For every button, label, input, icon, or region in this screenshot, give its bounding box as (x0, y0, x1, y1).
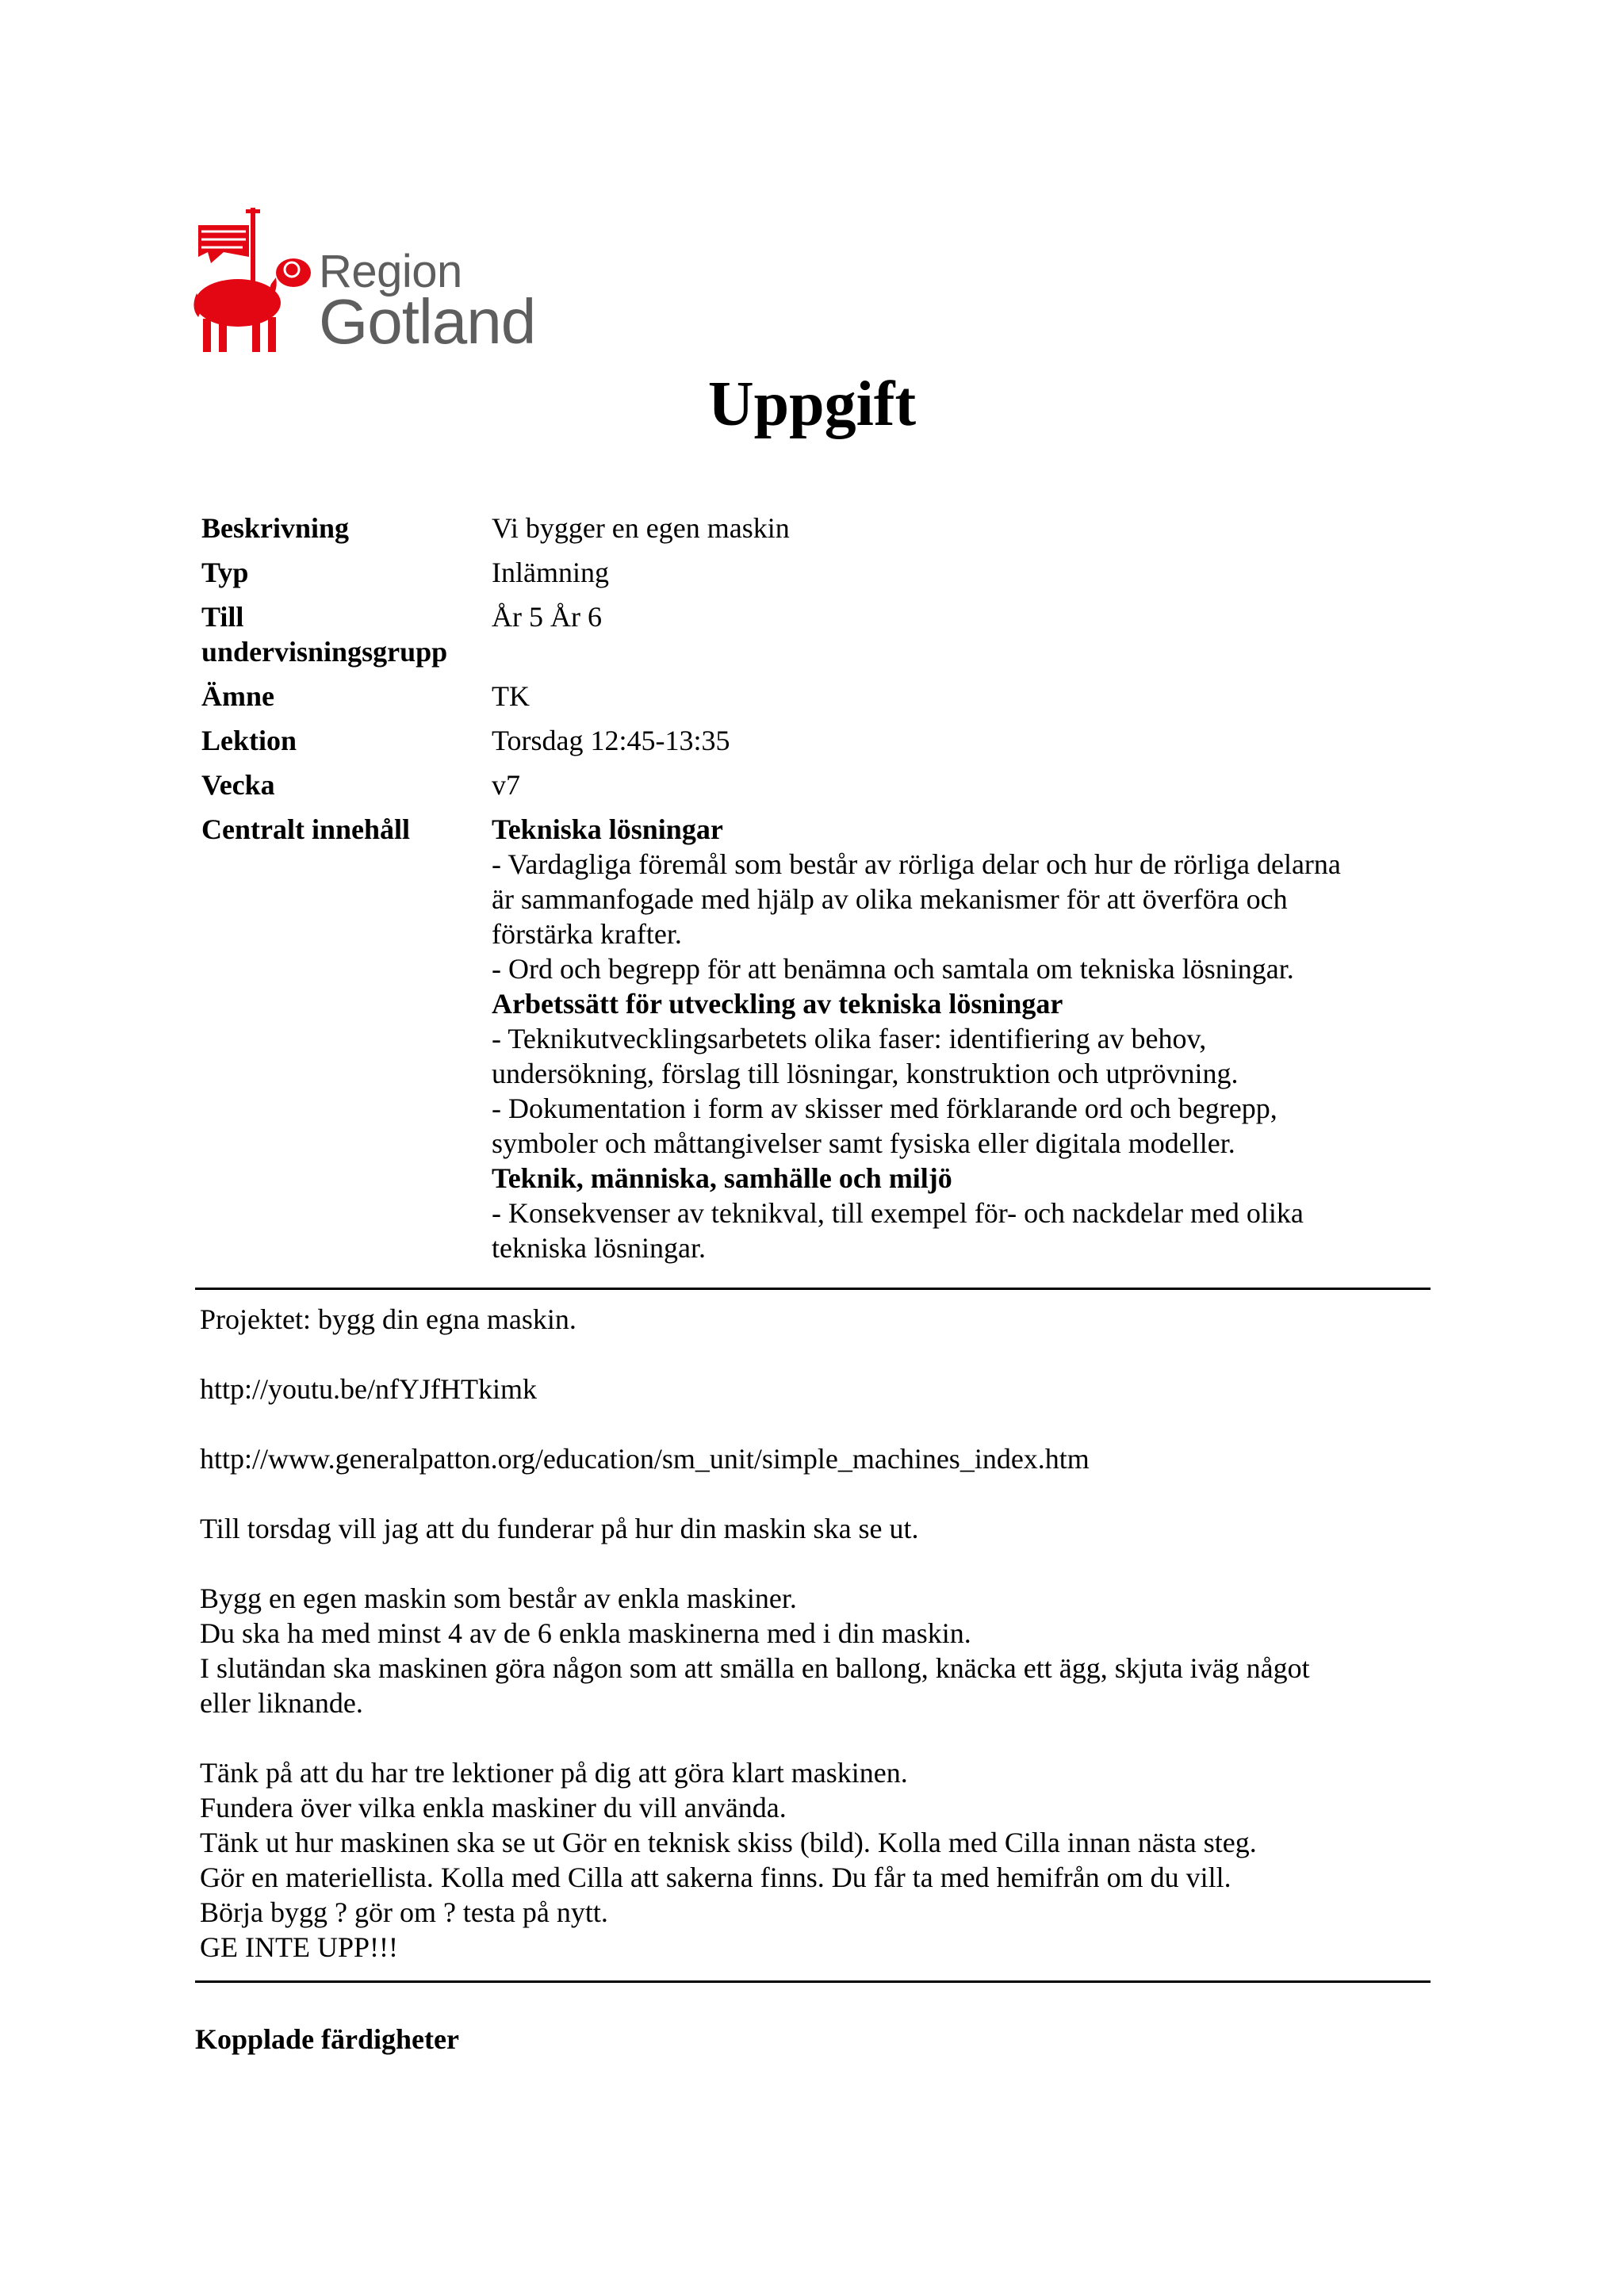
meta-value: TK (492, 680, 530, 712)
assignment-body (200, 1302, 1437, 1965)
body-line: Gör en materiellista. Kolla med Cilla att sakerna finns. Du får ta med hemifrån om du vill. (200, 1862, 1231, 1893)
meta-value: Vi bygger en egen maskin (492, 512, 790, 544)
divider (195, 1288, 1431, 1290)
meta-value: Inlämning (492, 557, 609, 588)
meta-label: Centralt innehåll (201, 813, 411, 845)
body-paragraph (200, 1755, 1437, 1965)
content-heading: Teknik, människa, samhälle och miljö (492, 1162, 952, 1194)
body-paragraph (200, 1372, 1437, 1406)
content-line: är sammanfogade med hjälp av olika mekanismer för att överföra och (492, 883, 1288, 915)
divider (195, 1980, 1431, 1983)
meta-value: Torsdag 12:45-13:35 (492, 725, 730, 756)
meta-row-typ (201, 555, 1438, 590)
assignment-meta-table (201, 511, 1438, 1265)
meta-label: Vecka (201, 769, 275, 801)
logo-text-gotland: Gotland (319, 286, 536, 357)
logo-text-region: Region (319, 246, 462, 297)
content-line: - Teknikutvecklingsarbetets olika faser: identifiering av behov, (492, 1023, 1207, 1054)
meta-label (201, 599, 492, 669)
meta-row-vecka (201, 767, 1438, 802)
meta-row-amne (201, 679, 1438, 714)
body-line: Tänk på att du har tre lektioner på dig att göra klart maskinen. (200, 1757, 908, 1789)
generalpatton-link[interactable]: http://www.generalpatton.org/education/sm_unit/simple_machines_index.htm (200, 1443, 1090, 1475)
body-paragraph (200, 1511, 1437, 1546)
meta-value: v7 (492, 769, 520, 801)
content-line: - Konsekvenser av teknikval, till exempel för- och nackdelar med olika (492, 1197, 1304, 1229)
body-line: Fundera över vilka enkla maskiner du vill använda. (200, 1792, 787, 1823)
region-gotland-logo (192, 208, 557, 358)
body-paragraph (200, 1441, 1437, 1476)
body-line: Du ska ha med minst 4 av de 6 enkla maskinerna med i din maskin. (200, 1617, 971, 1649)
content-heading: Arbetssätt för utveckling av tekniska lösningar (492, 988, 1063, 1020)
content-line: undersökning, förslag till lösningar, konstruktion och utprövning. (492, 1058, 1239, 1089)
content-line: - Ord och begrepp för att benämna och samtala om tekniska lösningar. (492, 953, 1294, 985)
content-line: - Vardagliga föremål som består av rörliga delar och hur de rörliga delarna (492, 848, 1341, 880)
meta-value: År 5 År 6 (492, 601, 602, 633)
meta-row-centralt (201, 812, 1438, 1265)
body-line: Bygg en egen maskin som består av enkla maskiner. (200, 1582, 797, 1614)
body-line: Till torsdag vill jag att du funderar på hur din maskin ska se ut. (200, 1513, 919, 1544)
body-paragraph (200, 1581, 1437, 1720)
body-line: I slutändan ska maskinen göra någon som att smälla en ballong, knäcka ett ägg, skjuta iväg något (200, 1652, 1310, 1684)
body-line: GE INTE UPP!!! (200, 1931, 398, 1963)
body-line: eller liknande. (200, 1687, 363, 1719)
meta-row-lektion (201, 723, 1438, 758)
content-heading: Tekniska lösningar (492, 813, 723, 845)
section-heading-kopplade: Kopplade färdigheter (195, 2023, 459, 2055)
body-line: Projektet: bygg din egna maskin. (200, 1303, 576, 1335)
body-paragraph (200, 1302, 1437, 1337)
youtube-link[interactable]: http://youtu.be/nfYJfHTkimk (200, 1373, 537, 1405)
body-line: Börja bygg ? gör om ? testa på nytt. (200, 1896, 608, 1928)
content-line: symboler och måttangivelser samt fysiska eller digitala modeller. (492, 1127, 1235, 1159)
central-content (492, 812, 1438, 1265)
meta-label: Ämne (201, 680, 274, 712)
content-line: - Dokumentation i form av skisser med förklarande ord och begrepp, (492, 1093, 1277, 1124)
meta-row-grupp (201, 599, 1438, 669)
content-line: tekniska lösningar. (492, 1232, 706, 1264)
page-title: Uppgift (707, 369, 917, 439)
meta-label-line: undervisningsgrupp (201, 636, 448, 668)
meta-label: Beskrivning (201, 512, 350, 544)
content-line: förstärka krafter. (492, 918, 682, 950)
gotland-ram-icon (192, 208, 319, 358)
meta-label: Typ (201, 557, 249, 588)
meta-label: Lektion (201, 725, 297, 756)
meta-row-beskrivning (201, 511, 1438, 545)
meta-label-line: Till (201, 601, 244, 633)
body-line: Tänk ut hur maskinen ska se ut Gör en teknisk skiss (bild). Kolla med Cilla innan nästa steg. (200, 1827, 1257, 1858)
